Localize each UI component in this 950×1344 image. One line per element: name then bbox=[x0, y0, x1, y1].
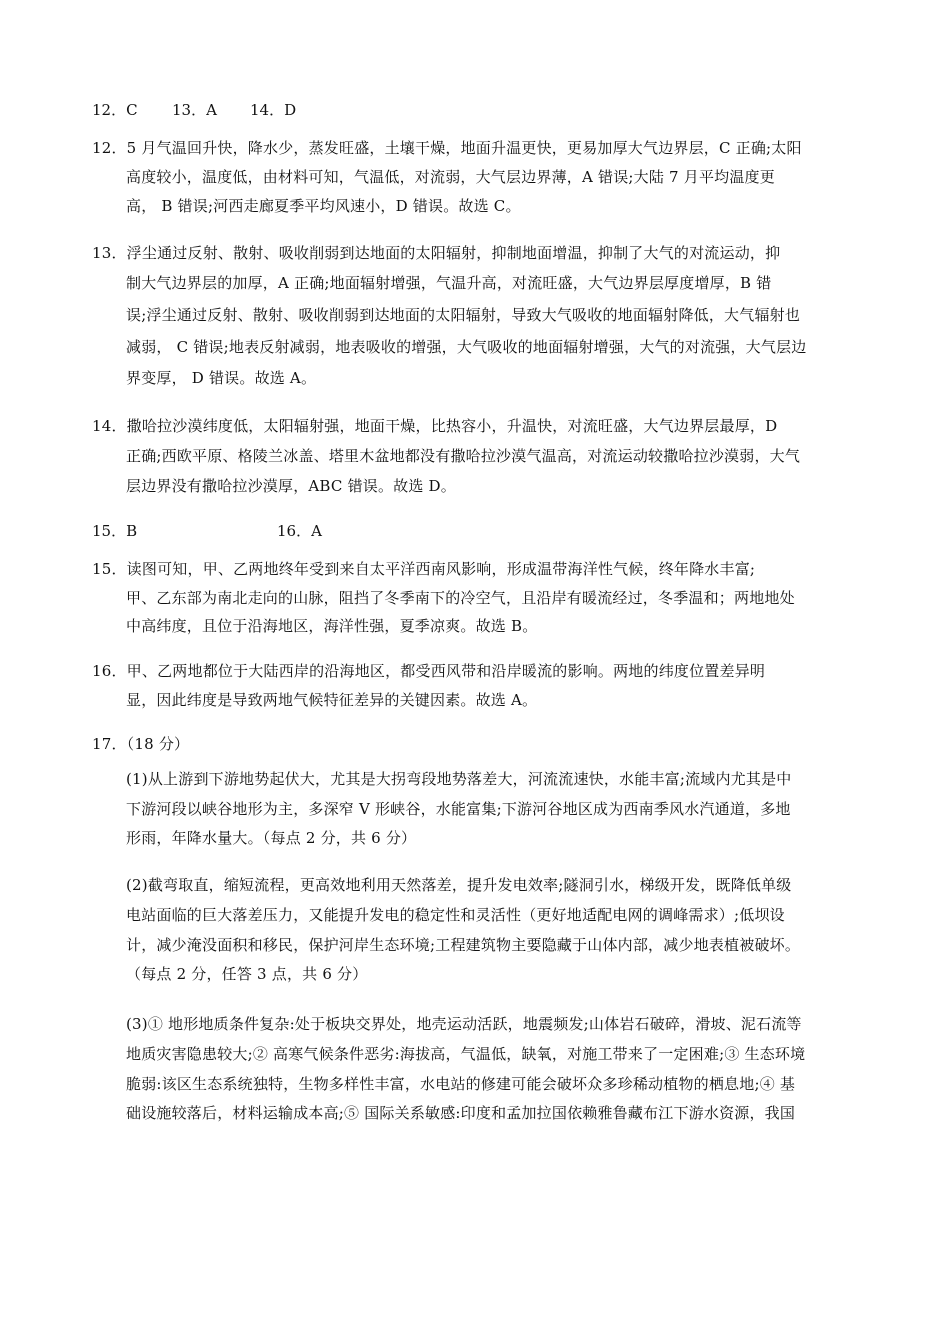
explanation-15-line: 甲、乙东部为南北走向的山脉，阻挡了冬季南下的冷空气，且沿岸有暖流经过，冬季温和；两地地处 bbox=[126, 589, 795, 607]
explanation-12-line: 高度较小，温度低，由材料可知，气温低，对流弱，大气层边界薄，A 错误;大陆 7 月平均温度更 bbox=[126, 168, 775, 186]
explanation-15-line: 15．读图可知，甲、乙两地终年受到来自太平洋西南风影响，形成温带海洋性气候，终年降水丰富; bbox=[92, 560, 756, 578]
explanation-14-line: 层边界没有撒哈拉沙漠厚，ABC 错误。故选 D。 bbox=[126, 477, 456, 495]
answer-14: 14．D bbox=[250, 101, 297, 119]
q17-part2-line: 电站面临的巨大落差压力，又能提升发电的稳定性和灵活性（更好地适配电网的调峰需求）;低坝设 bbox=[126, 906, 785, 924]
explanation-13-line: 误;浮尘通过反射、散射、吸收削弱到达地面的太阳辐射，导致大气吸收的地面辐射降低，大气辐射也 bbox=[126, 306, 801, 324]
answer-16: 16．A bbox=[277, 522, 322, 540]
explanation-13-line: 13．浮尘通过反射、散射、吸收削弱到达地面的太阳辐射，抑制地面增温，抑制了大气的对流运动，抑 bbox=[92, 244, 781, 262]
q17-part3-line: 脆弱:该区生态系统独特，生物多样性丰富，水电站的修建可能会破坏众多珍稀动植物的栖息地;④ 基 bbox=[126, 1075, 796, 1093]
q17-part3-line: 础设施较落后，材料运输成本高;⑤ 国际关系敏感:印度和孟加拉国依赖雅鲁藏布江下游水资源，我国 bbox=[126, 1104, 796, 1122]
explanation-12-line: 高， B 错误;河西走廊夏季平均风速小，D 错误。故选 C。 bbox=[126, 197, 521, 215]
q17-part1-line: (1)从上游到下游地势起伏大，尤其是大拐弯段地势落差大，河流流速快，水能丰富;流域内尤其是中 bbox=[126, 770, 792, 788]
explanation-13-line: 界变厚， D 错误。故选 A。 bbox=[126, 369, 317, 387]
q17-part2-line: （每点 2 分，任答 3 点，共 6 分） bbox=[126, 965, 368, 983]
q17-part2-line: (2)截弯取直，缩短流程，更高效地利用天然落差，提升发电效率;隧洞引水，梯级开发，既降低单级 bbox=[126, 876, 792, 894]
explanation-13-line: 制大气边界层的加厚，A 正确;地面辐射增强，气温升高，对流旺盛，大气边界层厚度增厚，B 错 bbox=[126, 274, 772, 292]
q17-part1-line: 下游河段以峡谷地形为主，多深窄 V 形峡谷，水能富集;下游河谷地区成为西南季风水汽通道，多地 bbox=[126, 800, 791, 818]
q17-part3-line: 地质灾害隐患较大;② 高寒气候条件恶劣:海拔高，气温低，缺氧，对施工带来了一定困难;③ 生态环境 bbox=[126, 1045, 806, 1063]
question-17-header: 17．（18 分） bbox=[92, 735, 190, 753]
explanation-15-line: 中高纬度，且位于沿海地区，海洋性强，夏季凉爽。故选 B。 bbox=[126, 617, 538, 635]
answer-12: 12．C bbox=[92, 101, 138, 119]
explanation-14-line: 14．撒哈拉沙漠纬度低，太阳辐射强，地面干燥，比热容小，升温快，对流旺盛，大气边界层最厚，D bbox=[92, 417, 778, 435]
explanation-12-line: 12．5 月气温回升快，降水少，蒸发旺盛，土壤干燥，地面升温更快，更易加厚大气边界层，C 正确;太阳 bbox=[92, 139, 802, 157]
q17-part2-line: 计，减少淹没面积和移民，保护河岸生态环境;工程建筑物主要隐藏于山体内部，减少地表植被破坏。 bbox=[126, 936, 801, 954]
q17-part3-line: (3)① 地形地质条件复杂:处于板块交界处，地壳运动活跃，地震频发;山体岩石破碎，滑坡、泥石流等 bbox=[126, 1015, 802, 1033]
q17-part1-line: 形雨，年降水量大。（每点 2 分，共 6 分） bbox=[126, 829, 417, 847]
explanation-13-line: 减弱， C 错误;地表反射减弱，地表吸收的增强，大气吸收的地面辐射增强，大气的对流强，大气层边 bbox=[126, 338, 807, 356]
explanation-14-line: 正确;西欧平原、格陵兰冰盖、塔里木盆地都没有撒哈拉沙漠气温高，对流运动较撒哈拉沙漠弱，大气 bbox=[126, 447, 801, 465]
answer-15: 15．B bbox=[92, 522, 138, 540]
explanation-16-line: 显，因此纬度是导致两地气候特征差异的关键因素。故选 A。 bbox=[126, 691, 538, 709]
explanation-16-line: 16．甲、乙两地都位于大陆西岸的沿海地区，都受西风带和沿岸暖流的影响。两地的纬度位置差异明 bbox=[92, 662, 766, 680]
answer-13: 13．A bbox=[172, 101, 217, 119]
